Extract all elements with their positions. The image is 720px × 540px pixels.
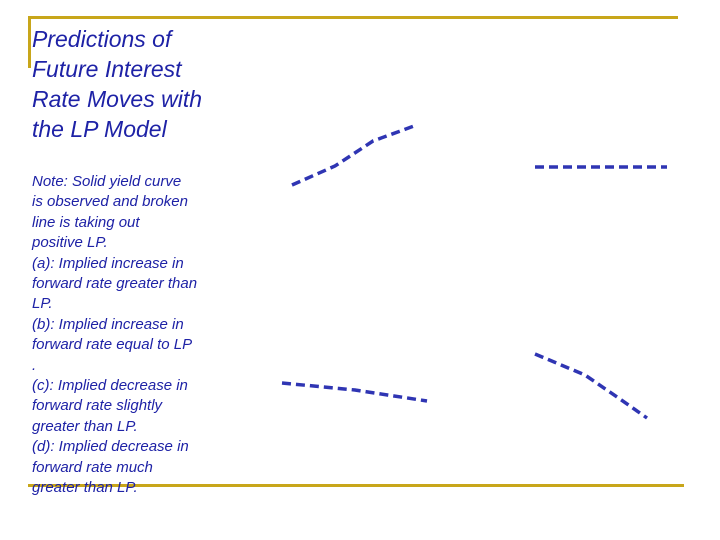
note-text: Note: Solid yield curve is observed and broken line is taking out positive LP. (a): Implied increase in forward rate greater than LP. (b): Implied increase in forward rate equal to LP . (c): Implied decrease in forward rate slightly greater than LP. (d): Implied decrease in forward rate much greater than LP. bbox=[32, 173, 198, 497]
curve-c-broken-line bbox=[282, 383, 427, 401]
curve-d-broken-line bbox=[535, 354, 647, 418]
curve-a-broken-line bbox=[292, 126, 414, 185]
slide-title: Predictions of Future Interest Rate Moves with the LP Model bbox=[32, 26, 203, 142]
